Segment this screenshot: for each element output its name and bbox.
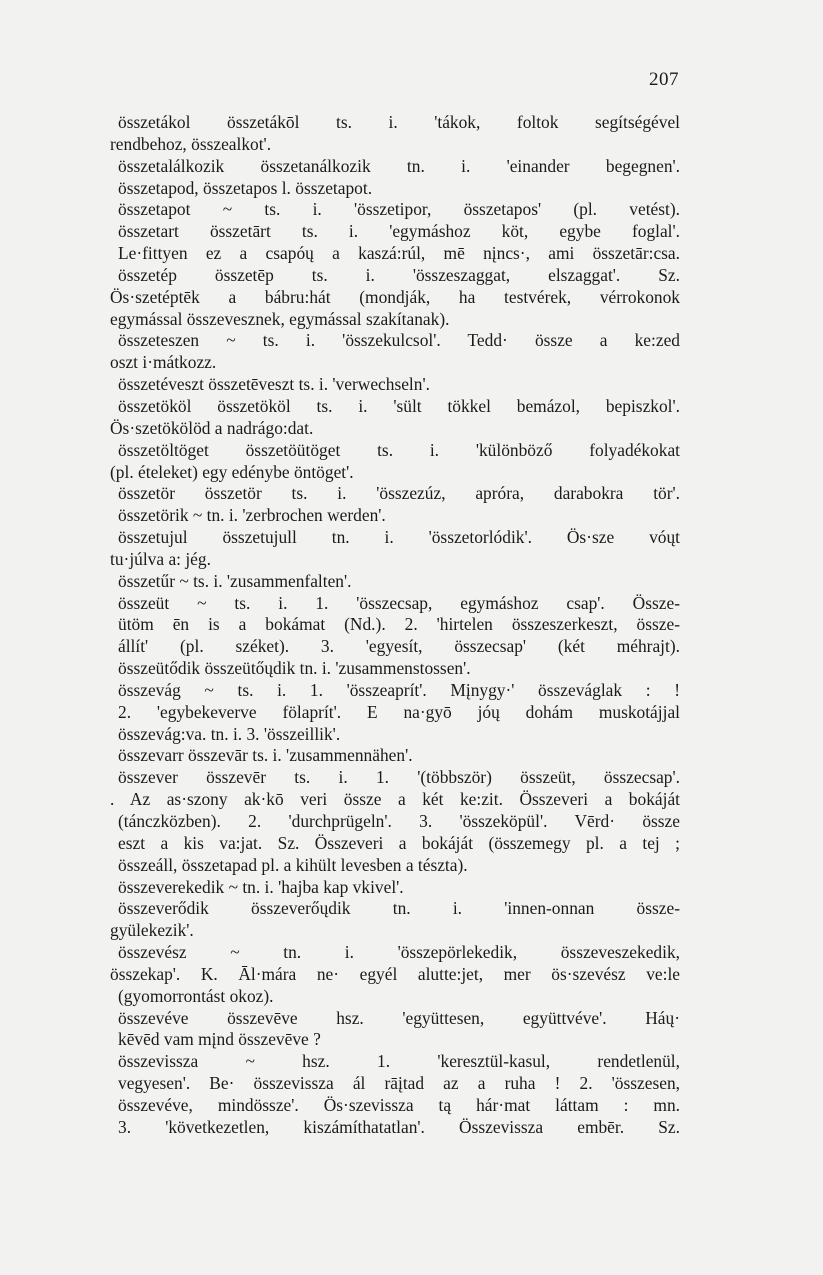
text-line: oszt i·mátkozz. bbox=[110, 352, 217, 373]
text-line: egymással összevesznek, egymással szakítanak). bbox=[110, 308, 450, 329]
text-line: összetörik ~ tn. i. 'zerbrochen werden'. bbox=[118, 505, 386, 526]
text-line: összeverődik összeverőųdik tn. i. 'innen-onnan össze- bbox=[118, 898, 680, 919]
text-line: (pl. ételeket) egy edénybe öntöget'. bbox=[110, 461, 354, 482]
text-line: összeáll, összetapad pl. a kihült levesben a tészta). bbox=[118, 854, 468, 875]
text-line: összeütődik összeütőųdik tn. i. 'zusammenstossen'. bbox=[118, 658, 471, 679]
text-line: összetalálkozik összetanálkozik tn. i. 'einander begegnen'. bbox=[118, 155, 680, 176]
text-line: rendbehoz, összealkot'. bbox=[110, 133, 272, 154]
text-line: összevág ~ ts. i. 1. 'összeaprít'. Mįnygy·' összeváglak : ! bbox=[118, 679, 680, 700]
text-line: (tánczközben). 2. 'durchprügeln'. 3. 'összeköpül'. Vērd· össze bbox=[118, 811, 680, 831]
text-line: Le·fittyen ez a csapóų a kaszá:rúl, mē nįncs·, ami összetār:csa. bbox=[118, 243, 680, 264]
text-line: összevéve, mindössze'. Ös·szevissza tą hár·mat láttam : mn. bbox=[118, 1094, 680, 1115]
dictionary-text bbox=[110, 112, 680, 1139]
text-line: összevész ~ tn. i. 'összepörlekedik, összeveszekedik, bbox=[118, 942, 680, 963]
text-line: összetapod, összetapos l. összetapot. bbox=[118, 177, 373, 198]
text-line: összeteszen ~ ts. i. 'összekulcsol'. Tedd· össze a ke:zed bbox=[118, 330, 680, 351]
text-line: összeüt ~ ts. i. 1. 'összecsap, egymáshoz csap'. Össze- bbox=[118, 592, 680, 613]
text-line: összevissza ~ hsz. 1. 'keresztül-kasul, rendetlenül, bbox=[118, 1051, 680, 1072]
text-line: összever összevēr ts. i. 1. '(többször) összeüt, összecsap'. bbox=[118, 767, 680, 788]
text-line: kēvēd vam mįnd összevēve ? bbox=[118, 1029, 321, 1050]
text-line: tu·júlva a: jég. bbox=[110, 548, 211, 569]
text-line: eszt a kis va:jat. Sz. Összeveri a bokáját (összemegy pl. a tej ; bbox=[118, 832, 680, 853]
text-line: Ös·szetökölöd a nadrágo:dat. bbox=[110, 417, 314, 438]
text-line: összetéveszt összetēveszt ts. i. 'verwechseln'. bbox=[118, 374, 430, 395]
text-line: 2. 'egybekeverve fölaprít'. E na·gyō jóų dohám muskotájjal bbox=[118, 701, 680, 722]
text-line: összetákol összetákōl ts. i. 'tákok, foltok segítségével bbox=[118, 112, 680, 132]
text-line: összekap'. K. Āl·mára ne· egyél alutte:jet, mer ös·szevész ve:le bbox=[110, 963, 680, 984]
text-line: összevág:va. tn. i. 3. 'összeillik'. bbox=[118, 723, 341, 744]
text-line: összevéve összevēve hsz. 'együttesen, együttvéve'. Háų· bbox=[118, 1007, 680, 1028]
text-line: összetűr ~ ts. i. 'zusammenfalten'. bbox=[118, 570, 352, 591]
text-line: összetujul összetujull tn. i. 'összetorlódik'. Ös·sze vóųt bbox=[118, 527, 680, 548]
text-line: összetöltöget összetöütöget ts. i. 'különböző folyadékokat bbox=[118, 439, 680, 460]
text-line: összeverekedik ~ tn. i. 'hajba kap vkivel'. bbox=[118, 876, 404, 897]
text-line: Ös·szetéptēk a bábru:hát (mondják, ha testvérek, vérrokonok bbox=[110, 286, 680, 307]
text-line: összetör összetör ts. i. 'összezúz, apróra, darabokra tör'. bbox=[118, 483, 680, 504]
text-line: összetököl összetököl ts. i. 'sült tökkel bemázol, bepiszkol'. bbox=[118, 395, 680, 416]
text-line: (gyomorrontást okoz). bbox=[118, 985, 274, 1006]
text-line: összetapot ~ ts. i. 'összetipor, összetapos' (pl. vetést). bbox=[118, 199, 680, 220]
text-line: összetart összetārt ts. i. 'egymáshoz köt, egybe foglal'. bbox=[118, 221, 680, 242]
text-line: 3. 'következetlen, kiszámíthatatlan'. Összevissza embēr. Sz. bbox=[118, 1116, 680, 1137]
text-line: összevarr összevār ts. i. 'zusammennähen'. bbox=[118, 745, 413, 766]
text-line: gyülekezik'. bbox=[110, 920, 194, 941]
text-line: állít' (pl. széket). 3. 'egyesít, összecsap' (két méhrajt). bbox=[118, 636, 680, 657]
page-number: 207 bbox=[649, 69, 679, 90]
text-line: összetép összetēp ts. i. 'összeszaggat, elszaggat'. Sz. bbox=[118, 264, 680, 285]
text-line: . Az as·szony ak·kō veri össze a két ke:zit. Összeveri a bokáját bbox=[110, 789, 680, 810]
text-line: vegyesen'. Be· összevissza ál rāįtad az a ruha ! 2. 'összesen, bbox=[118, 1073, 680, 1094]
text-line: ütöm ēn is a bokámat (Nd.). 2. 'hirtelen összeszerkeszt, össze- bbox=[118, 614, 680, 635]
